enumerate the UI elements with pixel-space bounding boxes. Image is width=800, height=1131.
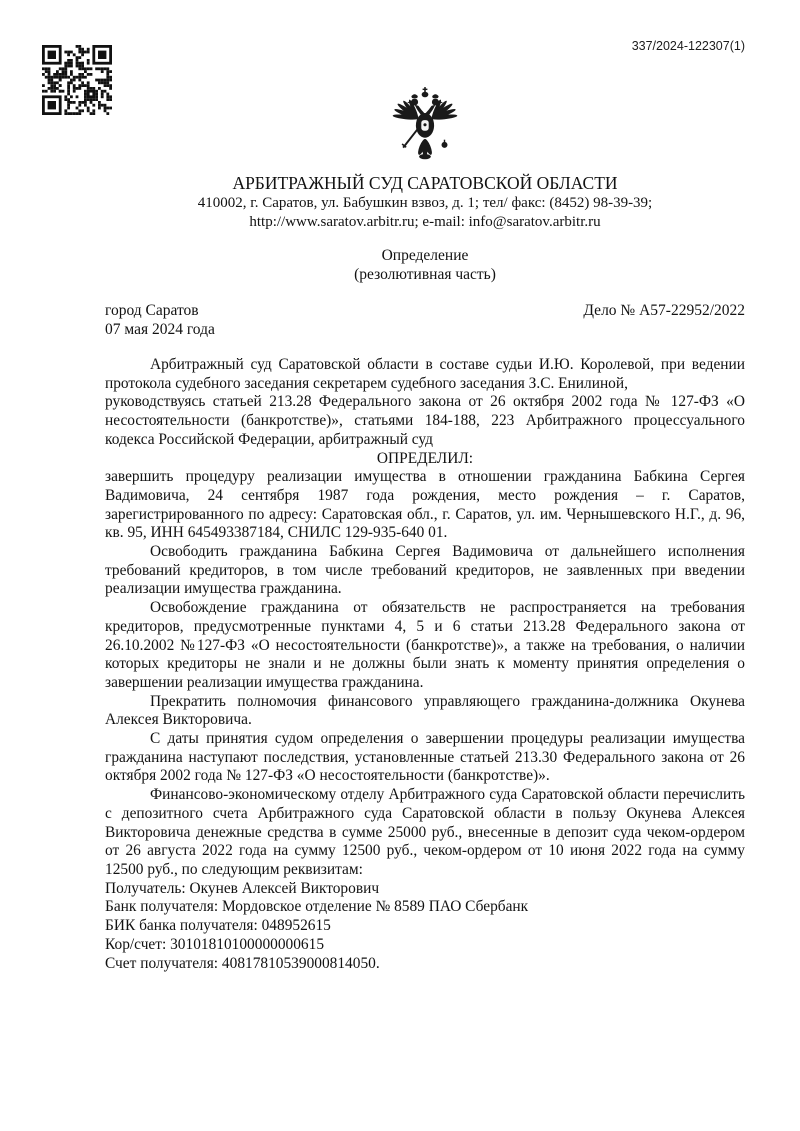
body-paragraph: С даты принятия судом определения о завершении процедуры реализации имущества гражданина наступают последствия, установленные статьей 213.30 Федерального закона от 26 октября 2002 года № 127-ФЗ «О несостоятельности (банкротстве)». xyxy=(105,730,745,785)
qr-code-icon xyxy=(42,45,112,115)
case-date: 07 мая 2024 года xyxy=(105,321,215,338)
body-paragraph: завершить процедуру реализации имущества в отношении гражданина Бабкина Сергея Вадимовича, 24 сентября 1987 года рождения, место рождения – г. Саратов, зарегистрированного по адресу: Саратовская обл., г. Саратов, ул. им. Чернышевского Н.Г., д. 96, кв. 95, ИНН 645493387184, СНИЛС 129-935-640 01. xyxy=(105,468,745,542)
requisite-line: Счет получателя: 40817810539000814050. xyxy=(105,954,380,972)
requisite-line: Банк получателя: Мордовское отделение № 8589 ПАО Сбербанк xyxy=(105,898,529,916)
case-number: Дело № А57-22952/2022 xyxy=(583,302,745,319)
case-info-row xyxy=(105,301,745,339)
resolution-heading: ОПРЕДЕЛИЛ: xyxy=(376,449,474,467)
intro-paragraph: Арбитражный суд Саратовской области в составе судьи И.Ю. Королевой, при ведении протокола судебного заседания секретарем судебного заседания З.С. Енилиной, xyxy=(105,356,745,392)
court-contacts: http://www.saratov.arbitr.ru; e-mail: info@saratov.arbitr.ru xyxy=(249,214,601,230)
document-title: Определение xyxy=(381,247,469,264)
body-paragraph: Финансово-экономическому отделу Арбитражного суда Саратовской области перечислить с депозитного счета Арбитражного суда Саратовской области в пользу Окунева Алексея Викторовича денежные средства в сумме 25000 руб., внесенные в депозит суда чеком-ордером от 26 августа 2022 года на сумму 12500 руб., чеком-ордером от 10 июня 2022 года на сумму 12500 руб., по следующим реквизитам: xyxy=(105,786,745,878)
requisite-line: Получатель: Окунев Алексей Викторович xyxy=(105,879,380,897)
requisite-line: БИК банка получателя: 048952615 xyxy=(105,917,331,935)
document-subtitle: (резолютивная часть) xyxy=(354,266,496,283)
court-name: АРБИТРАЖНЫЙ СУД САРАТОВСКОЙ ОБЛАСТИ xyxy=(232,173,618,193)
document-stamp-number: 337/2024-122307(1) xyxy=(631,39,745,53)
requisite-line: Кор/счет: 30101810100000000615 xyxy=(105,935,325,953)
case-city: город Саратов xyxy=(105,302,199,319)
document-body xyxy=(105,356,745,973)
body-paragraph: Прекратить полномочия финансового управляющего гражданина-должника Окунева Алексея Викторовича. xyxy=(105,692,745,729)
document-content xyxy=(105,85,745,973)
coat-of-arms-icon xyxy=(386,85,464,171)
body-paragraph: Освободить гражданина Бабкина Сергея Вадимовича от дальнейшего исполнения требований кредиторов, в том числе требований кредиторов, не заявленных при введении реализации имущества гражданина. xyxy=(105,543,745,598)
body-paragraph: Освобождение гражданина от обязательств не распространяется на требования кредиторов, предусмотренные пунктами 4, 5 и 6 статьи 213.28 Федерального закона от 26.10.2002 №127-ФЗ «О несостоятельности (банкротстве)», а также на требования, о наличии которых кредиторы не знали и не должны были знать к моменту принятия определения о завершении реализации имущества гражданина. xyxy=(105,599,745,691)
intro-paragraph: руководствуясь статьей 213.28 Федерального закона от 26 октября 2002 года № 127-ФЗ «О несостоятельности (банкротстве)», статьями 184-188, 223 Арбитражного процессуального кодекса Российской Федерации, арбитражный суд xyxy=(105,393,745,448)
court-address: 410002, г. Саратов, ул. Бабушкин взвоз, д. 1; тел/ факс: (8452) 98-39-39; xyxy=(197,195,653,211)
case-place-date xyxy=(105,301,215,339)
